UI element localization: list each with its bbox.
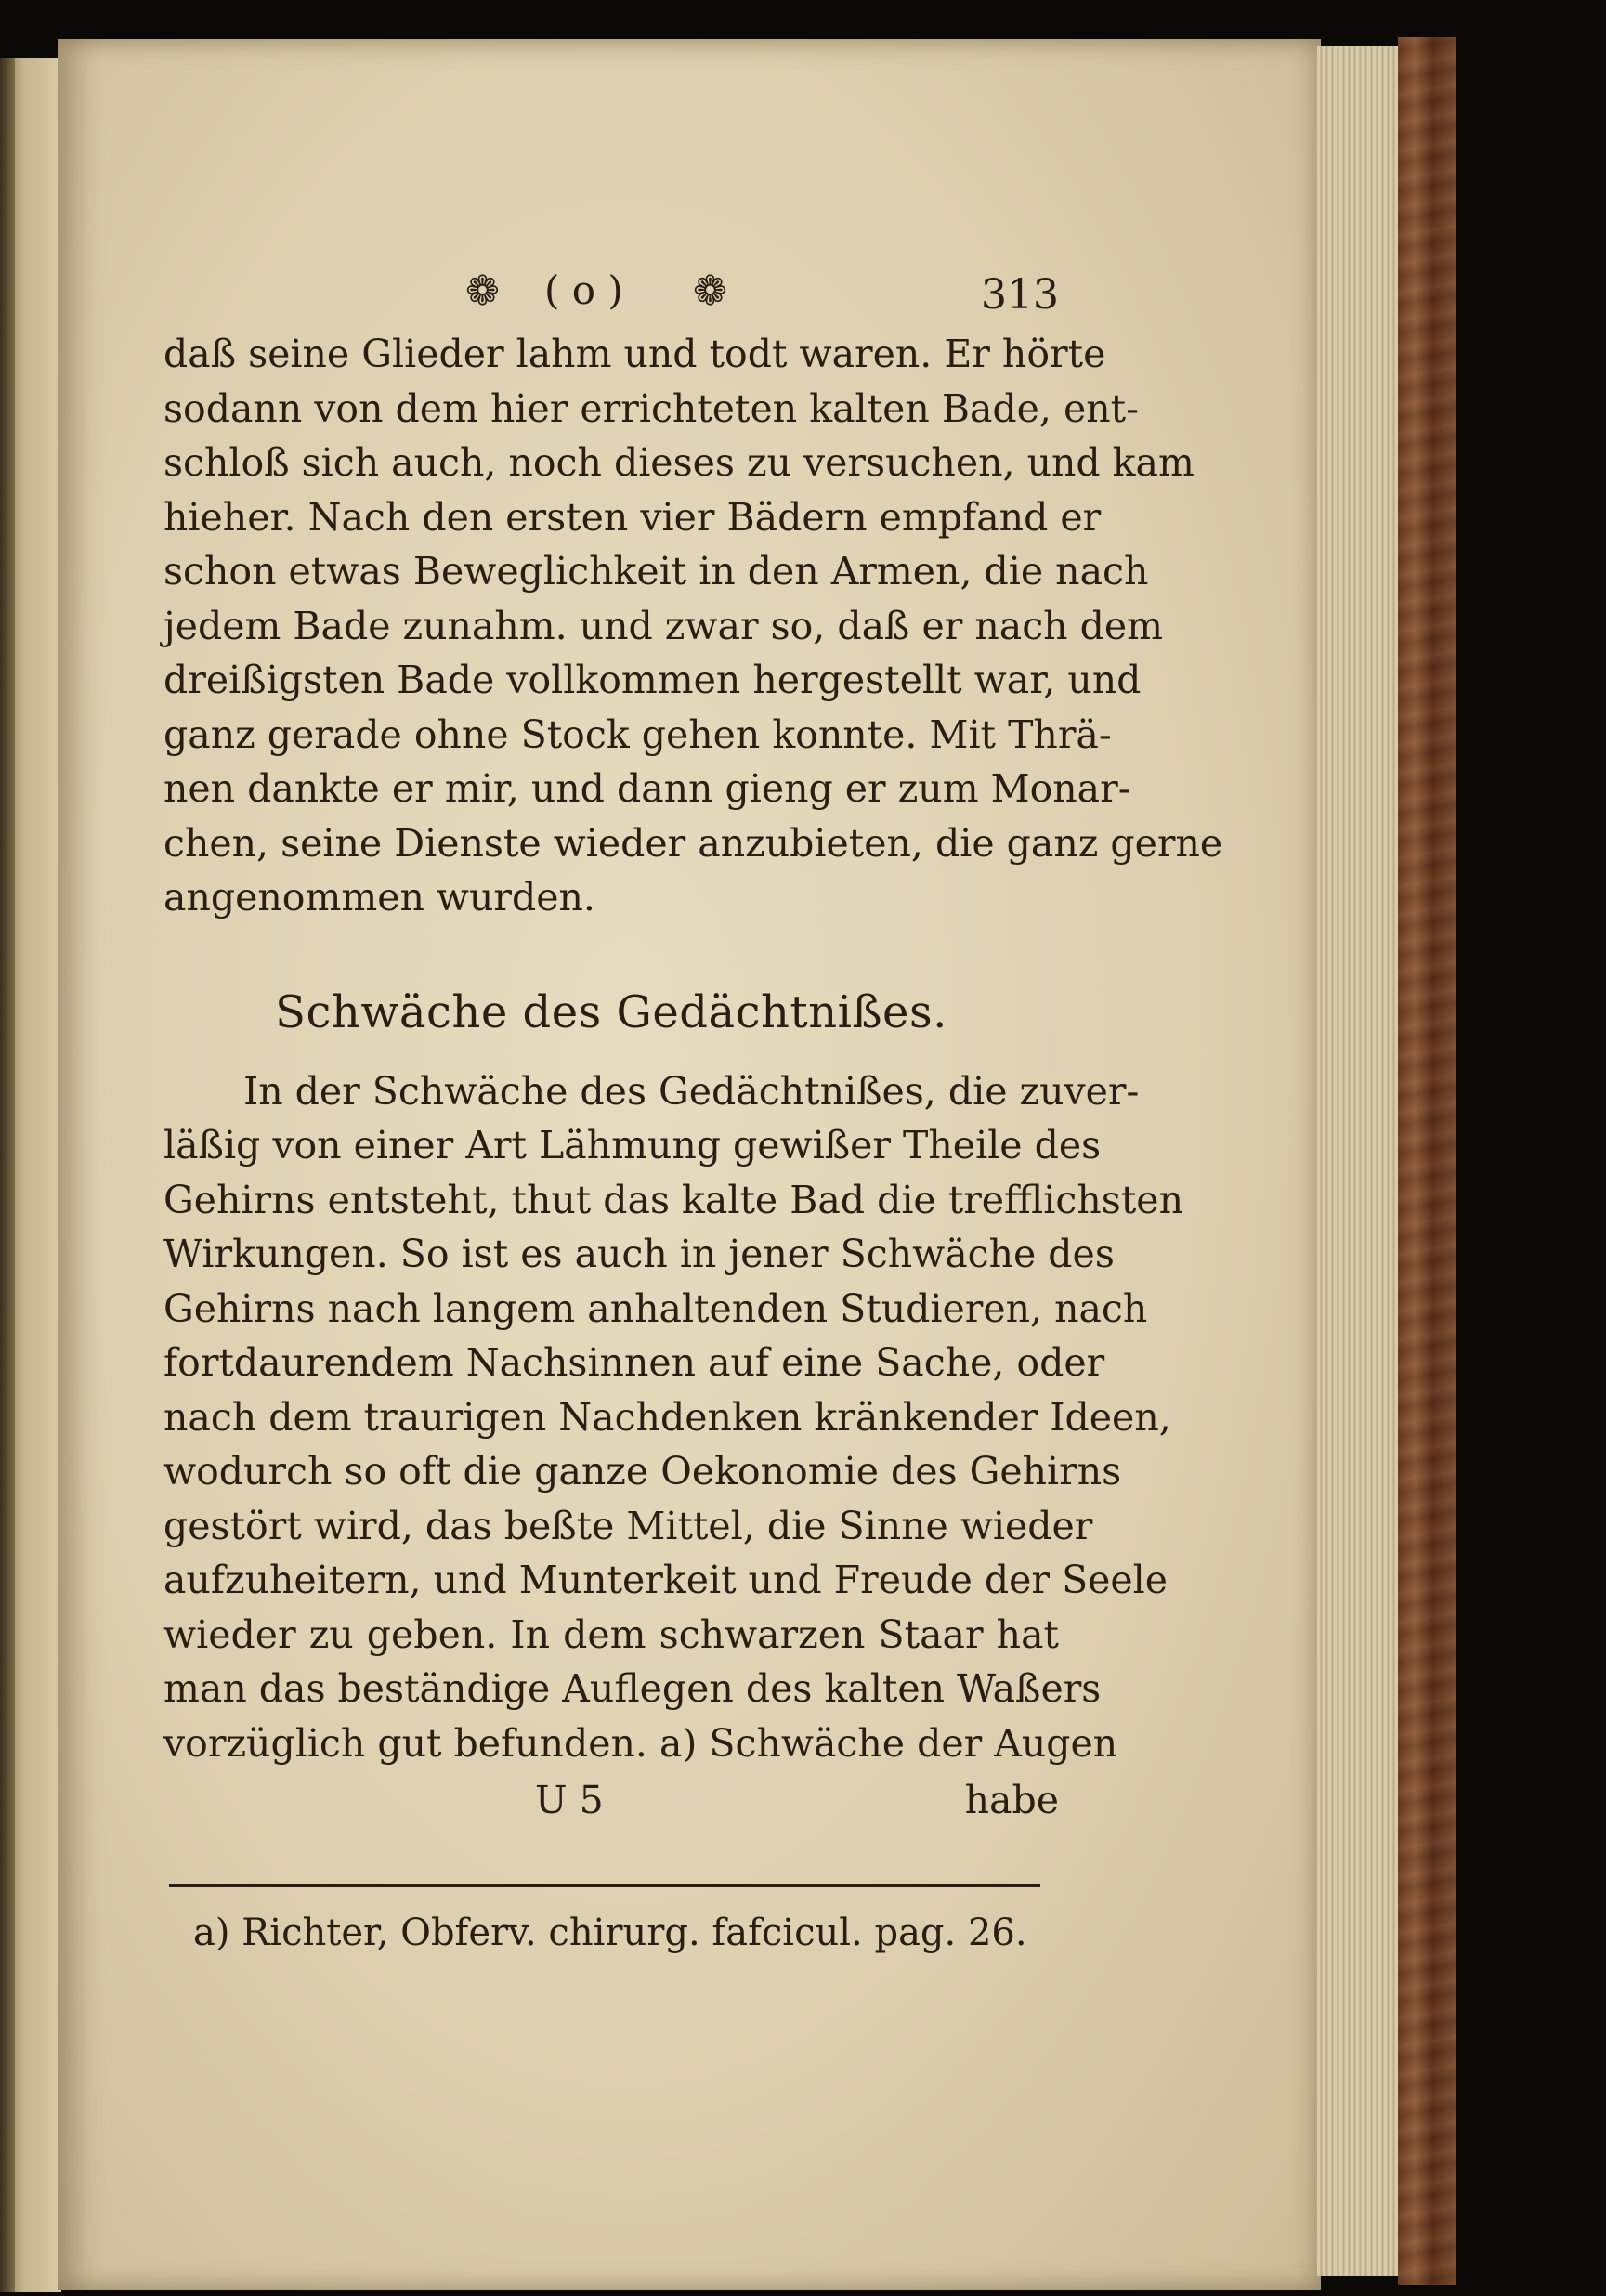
paragraph-2 [163,1064,1183,1771]
text-line: angenommen wurden. [163,875,595,920]
text-line: schloß sich auch, noch dieses zu versuchen, und kam [163,440,1195,485]
text-line: man das beständige Auflegen des kalten Waßers [163,1666,1102,1711]
running-head [163,262,1059,327]
text-line: hieher. Nach den ersten vier Bädern empfand er [163,494,1102,540]
text-line: Wirkungen. So ist es auch in jener Schwäche des [163,1232,1115,1276]
signature-row [163,1772,1059,1828]
text-line: läßig von einer Art Lähmung gewißer Theile des [163,1123,1102,1168]
text-block [163,262,1223,1828]
signature-mark: U 5 [535,1778,604,1822]
text-line: ganz gerade ohne Stock gehen konnte. Mit Thrä- [163,711,1112,757]
text-line: aufzuheitern, und Munterkeit und Freude der Seele [163,1558,1169,1602]
text-line: In der Schwäche des Gedächtnißes, die zuver- [243,1068,1140,1114]
section-heading: Schwäche des Gedächtnißes. [275,985,947,1038]
text-line: wodurch so oft die ganze Oekonomie des Gehirns [163,1449,1122,1494]
footnote-rule [169,1884,1040,1887]
page-number: 313 [981,271,1059,319]
leather-binding [1398,37,1456,2285]
flower-ornament-icon: ❁ [693,267,727,315]
text-line: schon etwas Beweglichkeit in den Armen, die nach [163,549,1149,594]
text-line: sodann von dem hier errichteten kalten Bade, ent- [163,385,1139,431]
text-line: vorzüglich gut befunden. a) Schwäche der Augen [163,1720,1118,1766]
text-line: fortdaurendem Nachsinnen auf eine Sache, oder [163,1340,1105,1385]
folio-mark: ( o ) [544,267,623,313]
catchword: habe [964,1778,1059,1822]
text-line: gestört wird, das beßte Mittel, die Sinne wieder [163,1503,1093,1548]
text-line: dreißigsten Bade vollkommen hergestellt war, und [163,658,1142,702]
text-line: jedem Bade zunahm. und zwar so, daß er nach dem [163,603,1164,648]
flower-ornament-icon: ❁ [465,267,500,315]
footnote: a) Richter, Obferv. chirurg. fafcicul. pag. 26. [193,1911,1027,1954]
page-edges [1317,46,1401,2276]
book-gutter [0,58,15,2292]
text-line: wieder zu geben. In dem schwarzen Staar hat [163,1611,1059,1657]
text-line: chen, seine Dienste wieder anzubieten, die ganz gerne [163,820,1223,866]
text-line: Gehirns entsteht, thut das kalte Bad die trefflichsten [163,1177,1183,1222]
text-line: Gehirns nach langem anhaltenden Studieren, nach [163,1285,1148,1331]
text-line: daß seine Glieder lahm und todt waren. Er hörte [163,332,1106,376]
text-line: nach dem traurigen Nachdenken kränkender Ideen, [163,1394,1171,1440]
text-line: nen dankte er mir, und dann gieng er zum Monar- [163,766,1131,811]
paragraph-1 [163,327,1223,925]
